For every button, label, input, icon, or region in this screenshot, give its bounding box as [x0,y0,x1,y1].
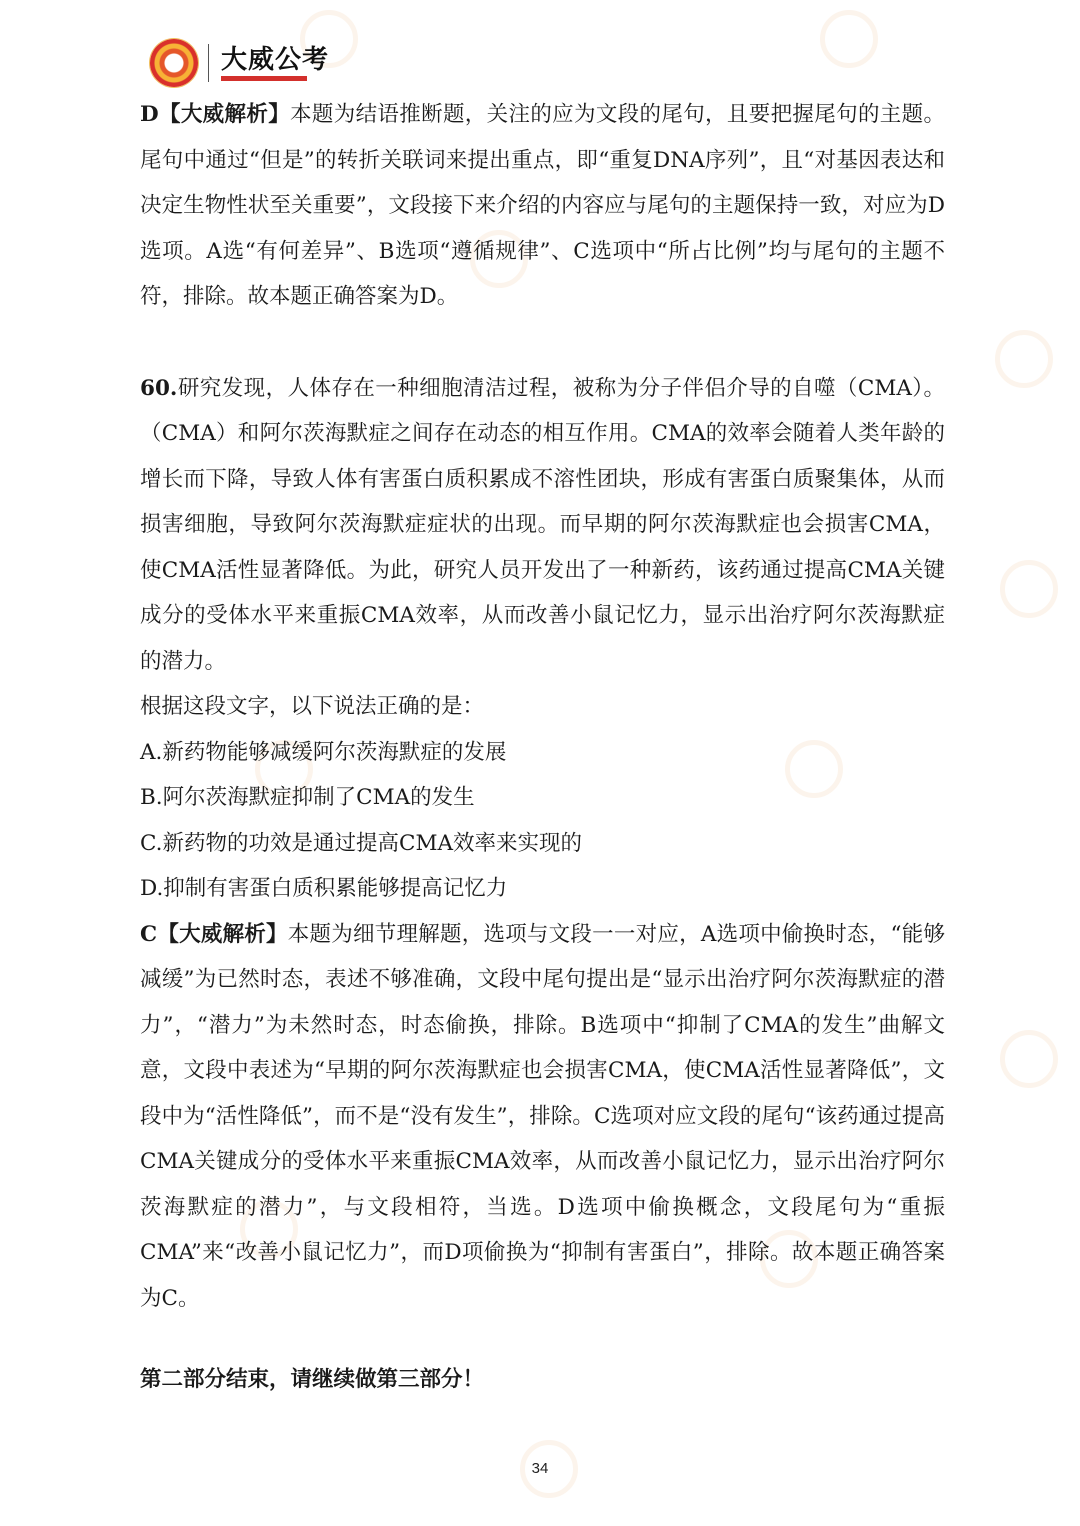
previous-analysis-text: 本题为结语推断题，关注的应为文段的尾句，且要把握尾句的主题。尾句中通过“但是”的转折关联词来提出重点，即“重复DNA序列”，且“对基因表达和决定生物性状至关重要”，文段接下来介绍的内容应与尾句的主题保持一致，对应为D选项。A选“有何差异”、B选项“遵循规律”、C选项中“所占比例”均与尾句的主题不符，排除。故本题正确答案为D。 [140,102,945,309]
brand-logo-icon [150,39,198,87]
spacer [140,1321,945,1357]
watermark-logo-icon [820,10,878,68]
previous-analysis [140,92,945,320]
document-body [140,92,945,1403]
section-end-note: 第二部分结束，请继续做第三部分！ [140,1367,485,1392]
brand-name: 大威公考 [221,44,330,75]
watermark-logo-icon [995,330,1053,388]
question-prompt: 根据这段文字，以下说法正确的是： [140,694,485,719]
question-number: 60. [140,375,178,401]
option-c: C.新药物的功效是通过提高CMA效率来实现的 [140,830,583,856]
option-a: A.新药物能够减缓阿尔茨海默症的发展 [140,739,507,765]
logo-divider [208,44,209,82]
previous-answer-tag: D【大威解析】 [140,102,291,127]
option-d: D.抑制有害蛋白质积累能够提高记忆力 [140,876,508,901]
brand-underline [221,76,307,81]
brand-header [150,36,329,90]
question-stem [140,366,945,685]
spacer [140,320,945,366]
option-b: B.阿尔茨海默症抑制了CMA的发生 [140,785,475,810]
watermark-logo-icon [1000,560,1058,618]
watermark-logo-icon [1000,1030,1058,1088]
page-number: 34 [531,1460,549,1477]
question-stem-text: 研究发现，人体存在一种细胞清洁过程，被称为分子伴侣介导的自噬（CMA）。（CMA）和阿尔茨海默症之间存在动态的相互作用。CMA的效率会随着人类年龄的增长而下降，导致人体有害蛋白质积累成不溶性团块，形成有害蛋白质聚集体，从而损害细胞，导致阿尔茨海默症症状的出现。而早期的阿尔茨海默症也会损害CMA，使CMA活性显著降低。为此，研究人员开发出了一种新药，该药通过提高CMA关键成分的受体水平来重振CMA效率，从而改善小鼠记忆力，显示出治疗阿尔茨海默症的潜力。 [140,375,945,674]
answer-tag: C【大威解析】 [140,921,288,947]
brand [221,46,329,81]
answer-analysis-text: 本题为细节理解题，选项与文段一一对应，A选项中偷换时态，“能够减缓”为已然时态，表述不够准确，文段中尾句提出是“显示出治疗阿尔茨海默症的潜力”，“潜力”为未然时态，时态偷换，排除。B选项中“抑制了CMA的发生”曲解文意，文段中表述为“早期的阿尔茨海默症也会损害CMA，使CMA活性显著降低”，文段中为“活性降低”，而不是“没有发生”，排除。C选项对应文段的尾句“该药通过提高CMA关键成分的受体水平来重振CMA效率，从而改善小鼠记忆力，显示出治疗阿尔茨海默症的潜力”，与文段相符，当选。D选项中偷换概念，文段尾句为“重振CMA”来“改善小鼠记忆力”，而D项偷换为“抑制有害蛋白”，排除。故本题正确答案为C。 [140,921,945,1311]
answer-analysis [140,912,945,1322]
